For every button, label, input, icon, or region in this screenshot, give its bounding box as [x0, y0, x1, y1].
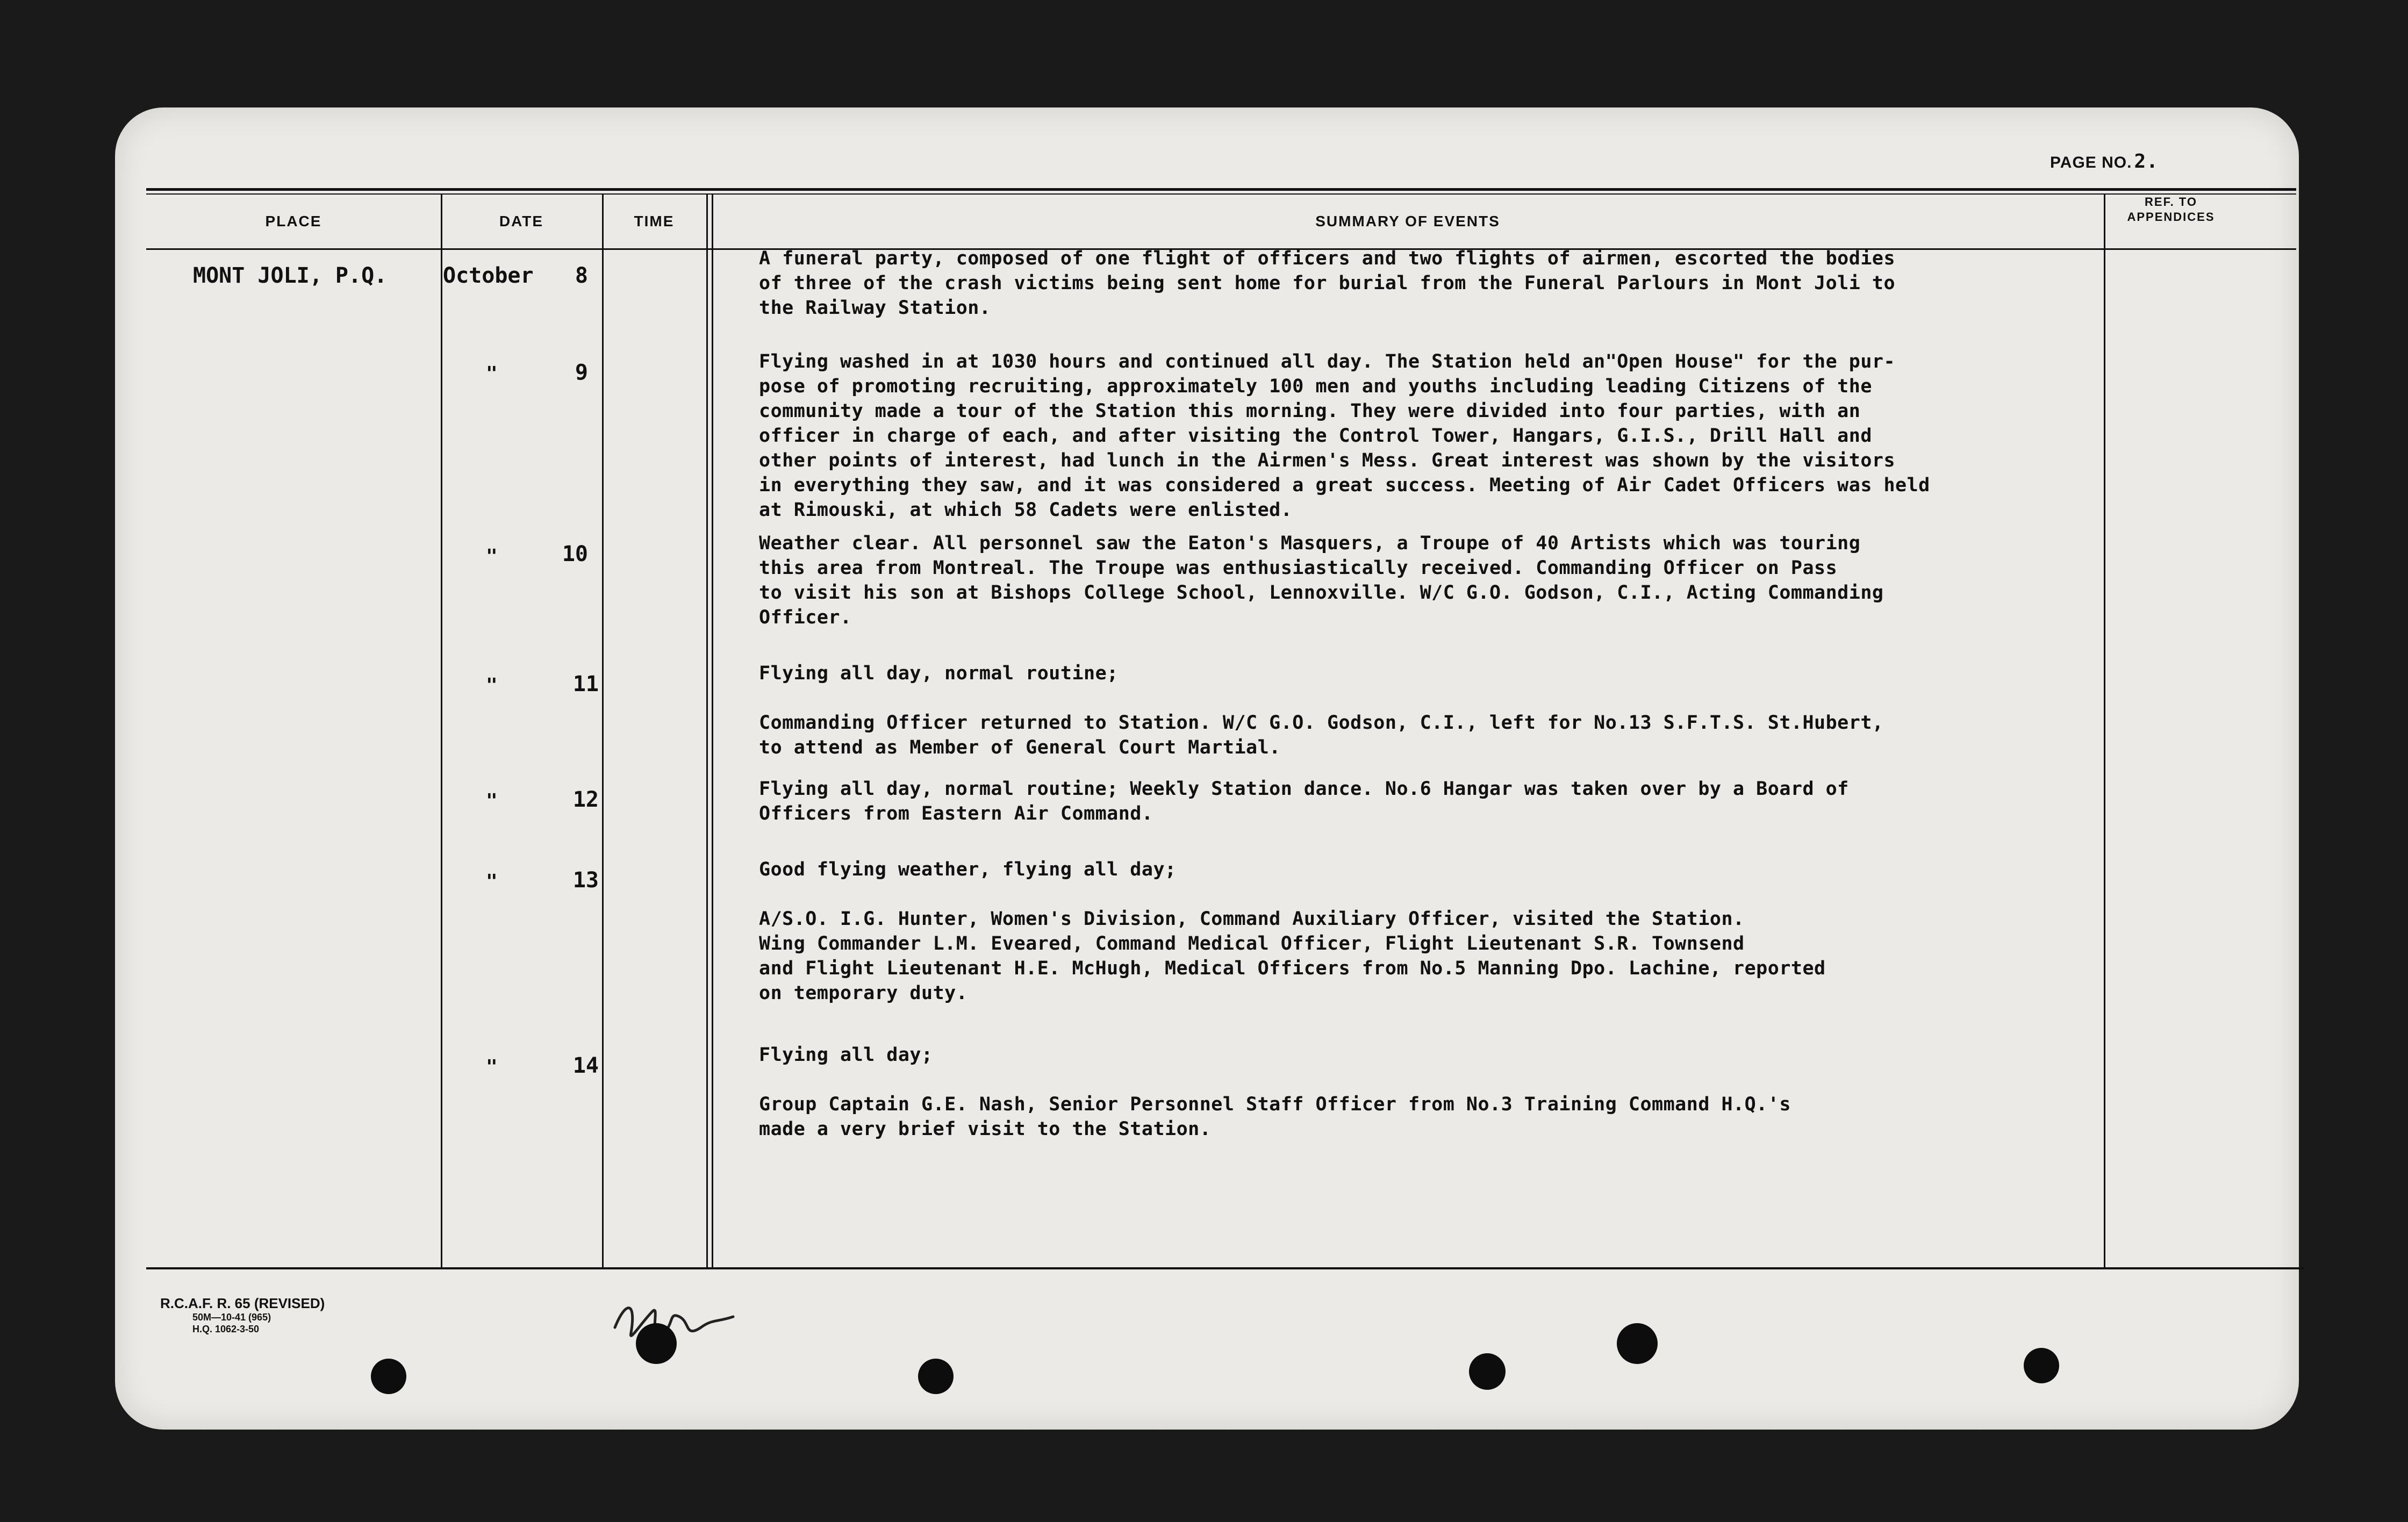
diary-sheet — [115, 107, 2299, 1430]
date-day: 11 — [572, 672, 599, 697]
ditto-mark: " — [486, 545, 498, 568]
form-number-line2: 50M—10-41 (965) — [192, 1312, 271, 1323]
binder-hole — [2024, 1348, 2059, 1383]
event-entry-oct-10: Weather clear. All personnel saw the Eaton's Masquers, a Troupe of 40 Artists which was touring this area from Montreal. The Troupe was enthusiastically received. Commanding Officer on Pass to visit his son at Bishops College School, Lennoxville. W/C G.O. Godson, C.I., Acting Commanding Officer. — [759, 533, 1884, 628]
bottom-rule — [146, 1267, 2304, 1269]
ditto-mark: " — [486, 1056, 498, 1078]
date-day: 10 — [562, 542, 588, 566]
page-number-label: PAGE NO. — [2050, 154, 2132, 171]
header-place: PLACE — [265, 213, 322, 229]
form-number-line1: R.C.A.F. R. 65 (REVISED) — [160, 1295, 325, 1311]
page-number — [2050, 150, 2159, 173]
handwritten-initials — [610, 1290, 749, 1354]
binder-hole — [636, 1323, 677, 1364]
ditto-mark: " — [486, 871, 498, 893]
event-entry-oct-8: A funeral party, composed of one flight of officers and two flights of airmen, escorted the bodies of three of the crash victims being sent home for burial from the Funeral Parlours in Mont Joli to the Railway Station. — [759, 248, 1896, 319]
binder-hole — [918, 1359, 954, 1394]
ditto-mark: " — [486, 363, 498, 385]
column-divider-date-time — [602, 195, 604, 1267]
top-rule — [146, 188, 2296, 191]
event-entry-oct-12: Flying all day, normal routine; Weekly Station dance. No.6 Hangar was taken over by a Board of Officers from Eastern Air Command. — [759, 778, 1849, 824]
column-divider-place-date — [441, 195, 442, 1267]
binder-hole — [1617, 1323, 1658, 1364]
column-divider-time-summary — [706, 195, 708, 1267]
form-number — [160, 1295, 325, 1335]
header-summary: SUMMARY OF EVENTS — [1315, 213, 1500, 229]
date-month: October — [443, 263, 534, 288]
page-number-value: 2. — [2134, 150, 2159, 173]
column-divider-time-summary-double — [712, 195, 713, 1267]
event-entry-oct-11: Flying all day, normal routine; Commanding Officer returned to Station. W/C G.O. Godson, C.I., left for No.13 S.F.T.S. St.Hubert, to attend as Member of General Court Martial. — [759, 663, 1884, 758]
binder-hole — [371, 1359, 406, 1394]
event-entry-oct-13: Good flying weather, flying all day; A/S.O. I.G. Hunter, Women's Division, Command Auxiliary Officer, visited the Station. Wing Commander L.M. Eveared, Command Medical Officer, Flight Lieutenant S.R. Townsend and Flight Lieutenant H.E. McHugh, Medical Officers from No.5 Manning Dpo. Lachine, reported on temporary duty. — [759, 859, 1826, 1004]
header-date: DATE — [499, 213, 544, 229]
event-entry-oct-14: Flying all day; Group Captain G.E. Nash, Senior Personnel Staff Officer from No.3 Training Command H.Q.'s made a very brief visit to the Station. — [759, 1044, 1791, 1140]
top-rule-thin — [146, 193, 2296, 195]
ditto-mark: " — [486, 790, 498, 812]
column-divider-summary-ref — [2104, 195, 2105, 1267]
ditto-mark: " — [486, 674, 498, 697]
place-entry: MONT JOLI, P.Q. — [193, 263, 388, 288]
binder-hole — [1469, 1353, 1506, 1390]
date-day: 13 — [572, 868, 599, 893]
date-day: 12 — [572, 787, 599, 812]
event-entry-oct-9: Flying washed in at 1030 hours and continued all day. The Station held an"Open House" for the pur- pose of promoting recruiting, approximately 100 men and youths including leading Citizens of the community made a tour of the Station this morning. They were divided into four parties, with an officer in charge of each, and after visiting the Control Tower, Hangars, G.I.S., Drill Hall and other points of interest, had lunch in the Airmen's Mess. Great interest was shown by the visitors in everything they saw, and it was considered a great success. Meeting of Air Cadet Officers was held at Rimouski, at which 58 Cadets were enlisted. — [759, 351, 1930, 521]
date-day: 8 — [575, 263, 588, 288]
form-number-line3: H.Q. 1062-3-50 — [192, 1324, 260, 1334]
header-time: TIME — [634, 213, 675, 229]
date-day: 9 — [575, 360, 588, 385]
date-day: 14 — [572, 1053, 599, 1078]
header-ref-appendices: REF. TO APPENDICES — [2127, 195, 2215, 224]
